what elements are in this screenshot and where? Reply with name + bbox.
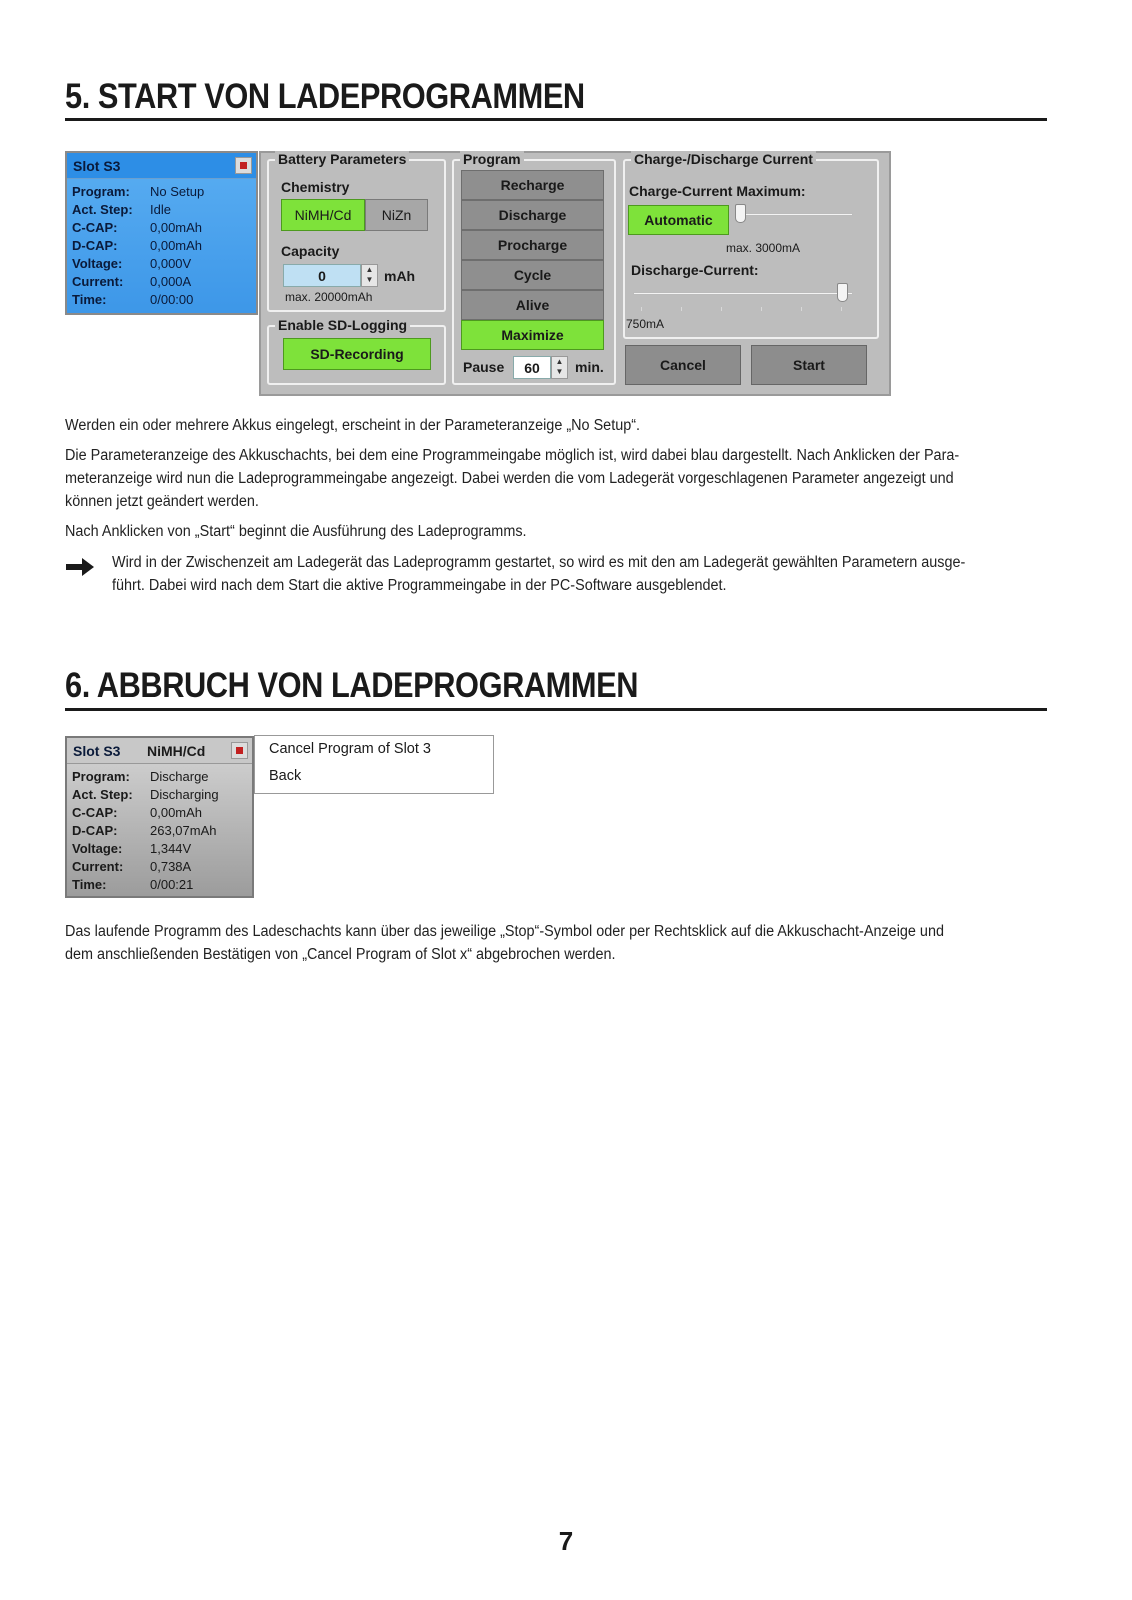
slot-row-voltage (72, 256, 256, 274)
slot-value: 0,00mAh (150, 805, 203, 820)
section-5-heading: 5. START VON LADEPROGRAMMEN (65, 77, 585, 116)
note-line: Wird in der Zwischenzeit am Ladegerät das Ladeprogramm gestartet, so wird es mit den am Ladegerät gewählten Parametern ausge- (112, 554, 966, 571)
paragraph: dem anschließenden Bestätigen von „Cancel Program of Slot x“ abgebrochen werden. (65, 946, 616, 963)
group-title: Enable SD-Logging (275, 317, 410, 333)
capacity-stepper[interactable]: ▲ ▼ (361, 264, 378, 287)
slider-tick (681, 307, 682, 311)
program-cycle-button[interactable]: Cycle (461, 260, 604, 290)
group-title: Charge-/Discharge Current (631, 151, 816, 167)
slot-key: Program: (72, 184, 130, 199)
note-line: führt. Dabei wird nach dem Start die aktive Programmeingabe in der PC-Software ausgeblendet. (112, 577, 727, 594)
slot-value: 0,738A (150, 859, 192, 874)
program-setup-screenshot (65, 151, 891, 396)
menu-item-back[interactable]: Back (269, 768, 302, 784)
paragraph: Werden ein oder mehrere Akkus eingelegt, erscheint in der Parameteranzeige „No Setup“. (65, 417, 641, 434)
capacity-input[interactable]: 0 (283, 264, 361, 287)
pause-stepper[interactable]: ▲ ▼ (551, 356, 568, 379)
menu-item-cancel-program[interactable]: Cancel Program of Slot 3 (269, 741, 431, 757)
slot-key: Current: (72, 274, 124, 289)
discharge-slider-handle[interactable] (837, 283, 848, 302)
slot-key: C-CAP: (72, 220, 118, 235)
slot-row-dcap (72, 238, 256, 256)
slot-row-voltage (72, 841, 252, 859)
pause-input[interactable]: 60 (513, 356, 551, 379)
slider-tick (721, 307, 722, 311)
pause-label: Pause (463, 359, 505, 375)
charge-slider-handle[interactable] (735, 204, 746, 223)
stop-icon[interactable] (235, 157, 252, 174)
paragraph: meteranzeige wird nun die Ladeprogrammeingabe angezeigt. Dabei werden die vom Ladegerät vorgeschlagenen Parameter angezeigt und (65, 470, 954, 487)
slot-key: Current: (72, 859, 124, 874)
discharge-current-value: 750mA (626, 317, 665, 331)
slot-values (67, 179, 256, 310)
slot-row-program (72, 769, 252, 787)
slot-key: Voltage: (72, 841, 123, 856)
slot-row-program (72, 184, 256, 202)
slot-key: Time: (72, 292, 107, 307)
slot-row-time (72, 292, 256, 310)
slot-key: Voltage: (72, 256, 123, 271)
slot-key: Act. Step: (72, 202, 133, 217)
program-input-panel (259, 151, 891, 396)
paragraph: Nach Anklicken von „Start“ beginnt die Ausführung des Ladeprogramms. (65, 523, 527, 540)
discharge-current-slider[interactable] (633, 292, 853, 295)
slot-value: Discharging (150, 787, 219, 802)
arrow-right-icon (65, 556, 95, 578)
slot-value: 0,00mAh (150, 238, 203, 253)
capacity-label: Capacity (281, 243, 340, 259)
slot-panel-running[interactable] (65, 736, 254, 898)
paragraph: Das laufende Programm des Ladeschachts kann über das jeweilige „Stop“-Symbol oder per Rechtsklick auf die Akkuschacht-Anzeige und (65, 923, 944, 940)
sd-logging-group (267, 317, 446, 385)
cancel-button[interactable]: Cancel (625, 345, 741, 385)
slot-value: 0,000V (150, 256, 192, 271)
slot-row-ccap (72, 805, 252, 823)
chemistry-label: Chemistry (281, 179, 350, 195)
capacity-unit: mAh (384, 268, 416, 284)
slot-value: 263,07mAh (150, 823, 217, 838)
capacity-max: max. 20000mAh (285, 290, 373, 304)
slider-tick (801, 307, 802, 311)
slot-panel-active[interactable] (65, 151, 258, 315)
program-group (452, 151, 616, 385)
context-menu (254, 735, 494, 794)
slot-row-step (72, 202, 256, 220)
program-discharge-button[interactable]: Discharge (461, 200, 604, 230)
charge-current-label: Charge-Current Maximum: (629, 183, 806, 199)
slot-key: D-CAP: (72, 823, 118, 838)
slot-value: 0,000A (150, 274, 192, 289)
slot-value: 0/00:00 (150, 292, 194, 307)
heading-rule (65, 118, 1047, 121)
group-title: Program (460, 151, 524, 167)
program-procharge-button[interactable]: Procharge (461, 230, 604, 260)
discharge-current-label: Discharge-Current: (631, 262, 759, 278)
program-alive-button[interactable]: Alive (461, 290, 604, 320)
section-6-heading: 6. ABBRUCH VON LADEPROGRAMMEN (65, 666, 639, 705)
slot-title: Slot S3 (73, 158, 121, 174)
slot-value: Discharge (150, 769, 209, 784)
slot-title-bar (67, 153, 256, 179)
pause-unit: min. (575, 359, 604, 375)
heading-rule (65, 708, 1047, 711)
sd-recording-button[interactable]: SD-Recording (283, 338, 431, 370)
slot-row-current (72, 859, 252, 877)
slot-key: C-CAP: (72, 805, 118, 820)
slot-title: Slot S3 (73, 743, 121, 759)
stop-icon[interactable] (231, 742, 248, 759)
slot-title-bar (67, 738, 252, 764)
slot-value: 0,00mAh (150, 220, 203, 235)
program-maximize-button[interactable]: Maximize (461, 320, 604, 350)
slider-tick (641, 307, 642, 311)
slot-value: Idle (150, 202, 171, 217)
group-title: Battery Parameters (275, 151, 409, 167)
slot-values (67, 764, 252, 895)
slot-row-ccap (72, 220, 256, 238)
slot-value: No Setup (150, 184, 205, 199)
slot-key: Act. Step: (72, 787, 133, 802)
start-button[interactable]: Start (751, 345, 867, 385)
page-number: 7 (558, 1526, 574, 1556)
slot-chemistry: NiMH/Cd (147, 743, 206, 759)
slot-key: Program: (72, 769, 130, 784)
slot-row-time (72, 877, 252, 895)
slot-row-current (72, 274, 256, 292)
slider-tick (841, 307, 842, 311)
program-recharge-button[interactable]: Recharge (461, 170, 604, 200)
charge-current-slider[interactable] (737, 213, 853, 216)
battery-parameters-group (267, 151, 446, 312)
paragraph: können jetzt geändert werden. (65, 493, 259, 510)
slot-value: 1,344V (150, 841, 192, 856)
current-group (623, 151, 879, 339)
chemistry-nimh-button[interactable]: NiMH/Cd (281, 199, 365, 231)
paragraph: Die Parameteranzeige des Akkuschachts, bei dem eine Programmeingabe möglich ist, wird dabei blau dargestellt. Nach Anklicken der Para- (65, 447, 960, 464)
slot-row-step (72, 787, 252, 805)
slot-key: D-CAP: (72, 238, 118, 253)
slot-row-dcap (72, 823, 252, 841)
automatic-button[interactable]: Automatic (628, 205, 729, 235)
slot-value: 0/00:21 (150, 877, 194, 892)
slot-key: Time: (72, 877, 107, 892)
charge-current-max: max. 3000mA (726, 241, 801, 255)
chemistry-nizn-button[interactable]: NiZn (365, 199, 428, 231)
slider-tick (761, 307, 762, 311)
